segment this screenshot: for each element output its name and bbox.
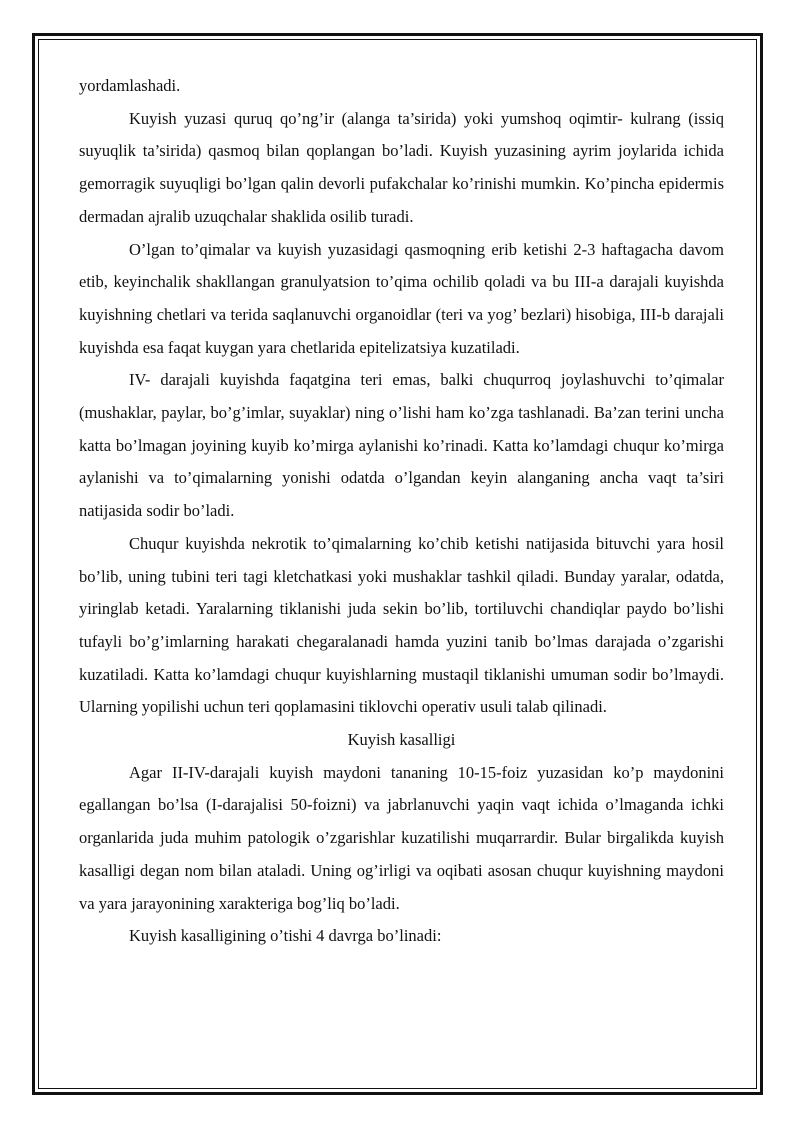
- section-heading: Kuyish kasalligi: [347, 730, 456, 750]
- paragraph-burn-disease: Agar II-IV-darajali kuyish maydoni tananing 10-15-foiz yuzasidan ko’p maydonini egallangan bo’lsa (I-darajalisi 50-foizni) va jabrlanuvchi yaqin vaqt ichida o’lmaganda ichki organlarida juda muhim patologik o’zgarishlar kuzatilishi muqarrardir. Bular birgalikda kuyish kasalligi degan nom bilan ataladi. Uning og’irligi va oqibati asosan chuqur kuyishning maydoni va yara jarayonining xarakteriga bog’liq bo’ladi.: [79, 762, 724, 913]
- document-body: [79, 70, 724, 953]
- paragraph-dead-tissue: O’lgan to’qimalar va kuyish yuzasidagi qasmoqning erib ketishi 2-3 haftagacha davom etib, keyinchalik shakllangan granulyatsion to’qima ochilib qoladi va bu III-a darajali kuyishda kuyishning chetlari va terida saqlanuvchi organoidlar (teri va yog’ bezlari) hisobiga, III-b darajali kuyishda esa faqat kuygan yara chetlarida epitelizatsiya kuzatiladi.: [79, 239, 724, 357]
- paragraph-degree-iv: IV- darajali kuyishda faqatgina teri emas, balki chuqurroq joylashuvchi to’qimalar (mushaklar, paylar, bo’g’imlar, suyaklar) ning o’lishi ham ko’zga tashlanadi. Ba’zan terini uncha katta bo’lmagan joyining kuyib ko’mirga aylanishi ko’rinadi. Katta ko’lamdagi chuqur ko’mirga aylanishi va to’qimalarning yonishi odatda o’lgandan keyin alanganing ancha vaqt ta’siri natijasida sodir bo’ladi.: [79, 370, 724, 521]
- paragraph-burn-surface: Kuyish yuzasi quruq qo’ng’ir (alanga ta’sirida) yoki yumshoq oqimtir- kulrang (issiq suyuqlik ta’sirida) qasmoq bilan qoplangan bo’ladi. Kuyish yuzasining ayrim joylarida ichida gemorragik suyuqligi bo’lgan qalin devorli pufakchalar ko’rinishi mumkin. Ko’pincha epidermis dermadan ajralib uzuqchalar shaklida osilib turadi.: [79, 108, 724, 226]
- paragraph-continuation: yordamlashadi.: [79, 76, 181, 95]
- paragraph-stages: Kuyish kasalligining o’tishi 4 davrga bo’linadi:: [129, 926, 442, 946]
- paragraph-deep-burn: Chuqur kuyishda nekrotik to’qimalarning ko’chib ketishi natijasida bituvchi yara hosil bo’lib, uning tubini teri tagi kletchatkasi yoki mushaklar tashkil qiladi. Bunday yaralar, odatda, yiringlab ketadi. Yaralarning tiklanishi juda sekin bo’lib, tortiluvchi chandiqlar paydo bo’lishi tufayli bo’g’imlarning harakati chegaralanadi hamda yuzini tanib bo’lmas darajada o’zgarishi kuzatiladi. Katta ko’lamdagi chuqur kuyishlarning mustaqil tiklanishi umuman sodir bo’lmaydi. Ularning yopilishi uchun teri qoplamasini tiklovchi operativ usuli talab qilinadi.: [79, 533, 724, 717]
